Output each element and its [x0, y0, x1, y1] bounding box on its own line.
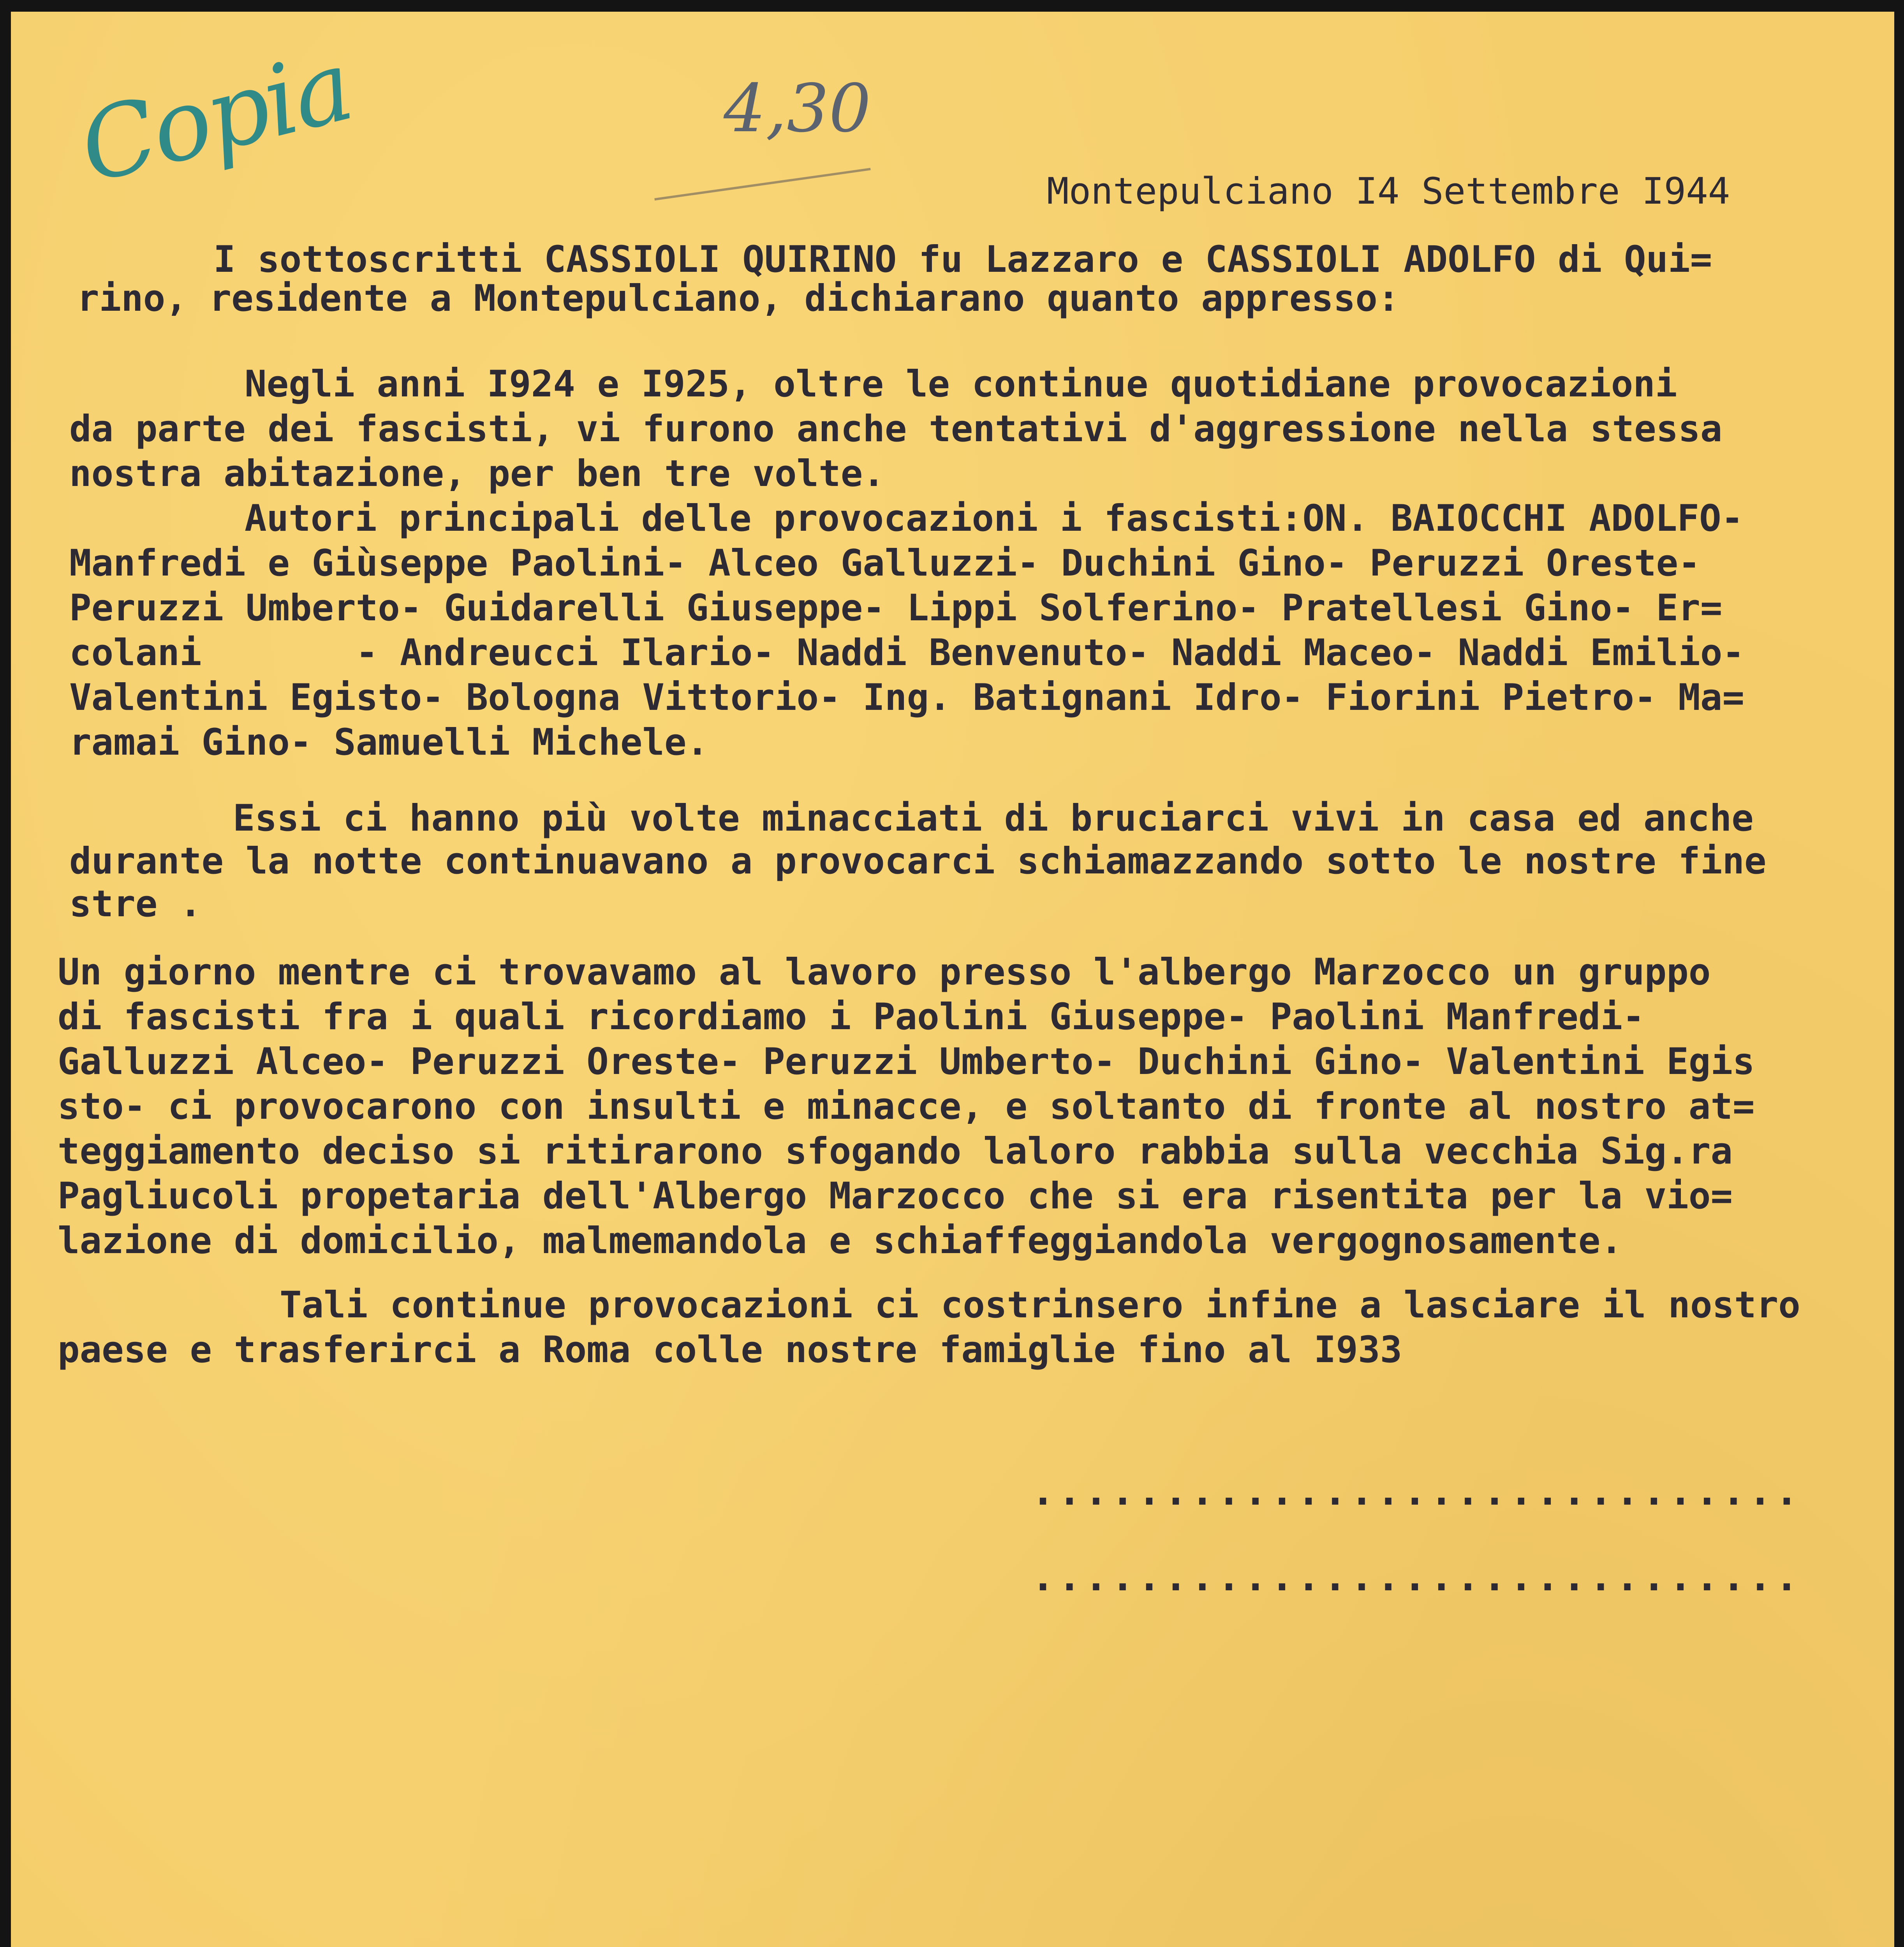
paragraph-2-line-6: ramai Gino- Samuelli Michele. [69, 721, 709, 764]
paragraph-2-line-1: Autori principali delle provocazioni i fascisti:ON. BAIOCCHI ADOLFO- [245, 497, 1744, 540]
intro-line-2: rino, residente a Montepulciano, dichiarano quanto appresso: [77, 277, 1400, 320]
paragraph-5-line-1: Tali continue provocazioni ci costrinsero infine a lasciare il nostro [280, 1284, 1800, 1326]
paragraph-1-line-1: Negli anni I924 e I925, oltre le continue quotidiane provocazioni [245, 363, 1677, 405]
paragraph-2-line-4: colani - Andreucci Ilario- Naddi Benvenuto- Naddi Maceo- Naddi Emilio- [69, 632, 1745, 674]
pencil-stroke [654, 168, 870, 201]
paragraph-4-line-6: Pagliucoli propetaria dell'Albergo Marzocco che si era risentita per la vio= [58, 1175, 1733, 1217]
paragraph-4-line-5: teggiamento deciso si ritirarono sfogando laloro rabbia sulla vecchia Sig.ra [58, 1130, 1733, 1172]
handwritten-copia-note: Copia [69, 29, 362, 205]
paragraph-4-line-1: Un giorno mentre ci trovavamo al lavoro presso l'albergo Marzocco un gruppo [58, 951, 1711, 993]
paragraph-1-line-2: da parte dei fascisti, vi furono anche tentativi d'aggressione nella stessa [69, 408, 1723, 450]
paragraph-2-line-3: Peruzzi Umberto- Guidarelli Giuseppe- Lippi Solferino- Pratellesi Gino- Er= [69, 587, 1723, 629]
signature-line-1: ............................. [1031, 1468, 1802, 1514]
document-page [11, 12, 1894, 1947]
paragraph-3-line-3: stre . [69, 883, 202, 925]
intro-line-1: I sottoscritti CASSIOLI QUIRINO fu Lazzaro e CASSIOLI ADOLFO di Qui= [213, 238, 1712, 281]
date-line: Montepulciano I4 Settembre I944 [1047, 170, 1730, 213]
paragraph-3-line-1: Essi ci hanno più volte minacciati di bruciarci vivi in casa ed anche [233, 797, 1754, 840]
paragraph-5-line-2: paese e trasferirci a Roma colle nostre famiglie fino al I933 [58, 1329, 1402, 1371]
paragraph-4-line-4: sto- ci provocarono con insulti e minacce, e soltanto di fronte al nostro at= [58, 1085, 1755, 1128]
paragraph-4-line-7: lazione di domicilio, malmemandola e schiaffeggiandola vergognosamente. [58, 1220, 1623, 1262]
paragraph-4-line-3: Galluzzi Alceo- Peruzzi Oreste- Peruzzi Umberto- Duchini Gino- Valentini Egis [58, 1040, 1755, 1083]
paragraph-4-line-2: di fascisti fra i quali ricordiamo i Paolini Giuseppe- Paolini Manfredi- [58, 996, 1645, 1038]
handwritten-file-number: 4,30 [724, 70, 871, 147]
paragraph-2-line-2: Manfredi e Giùseppe Paolini- Alceo Galluzzi- Duchini Gino- Peruzzi Oreste- [69, 542, 1700, 584]
paragraph-2-line-5: Valentini Egisto- Bologna Vittorio- Ing. Batignani Idro- Fiorini Pietro- Ma= [69, 676, 1745, 719]
paragraph-3-line-2: durante la notte continuavano a provocarci schiamazzando sotto le nostre fine [69, 840, 1767, 882]
paragraph-1-line-3: nostra abitazione, per ben tre volte. [69, 452, 885, 495]
signature-line-2: ............................. [1031, 1554, 1802, 1600]
